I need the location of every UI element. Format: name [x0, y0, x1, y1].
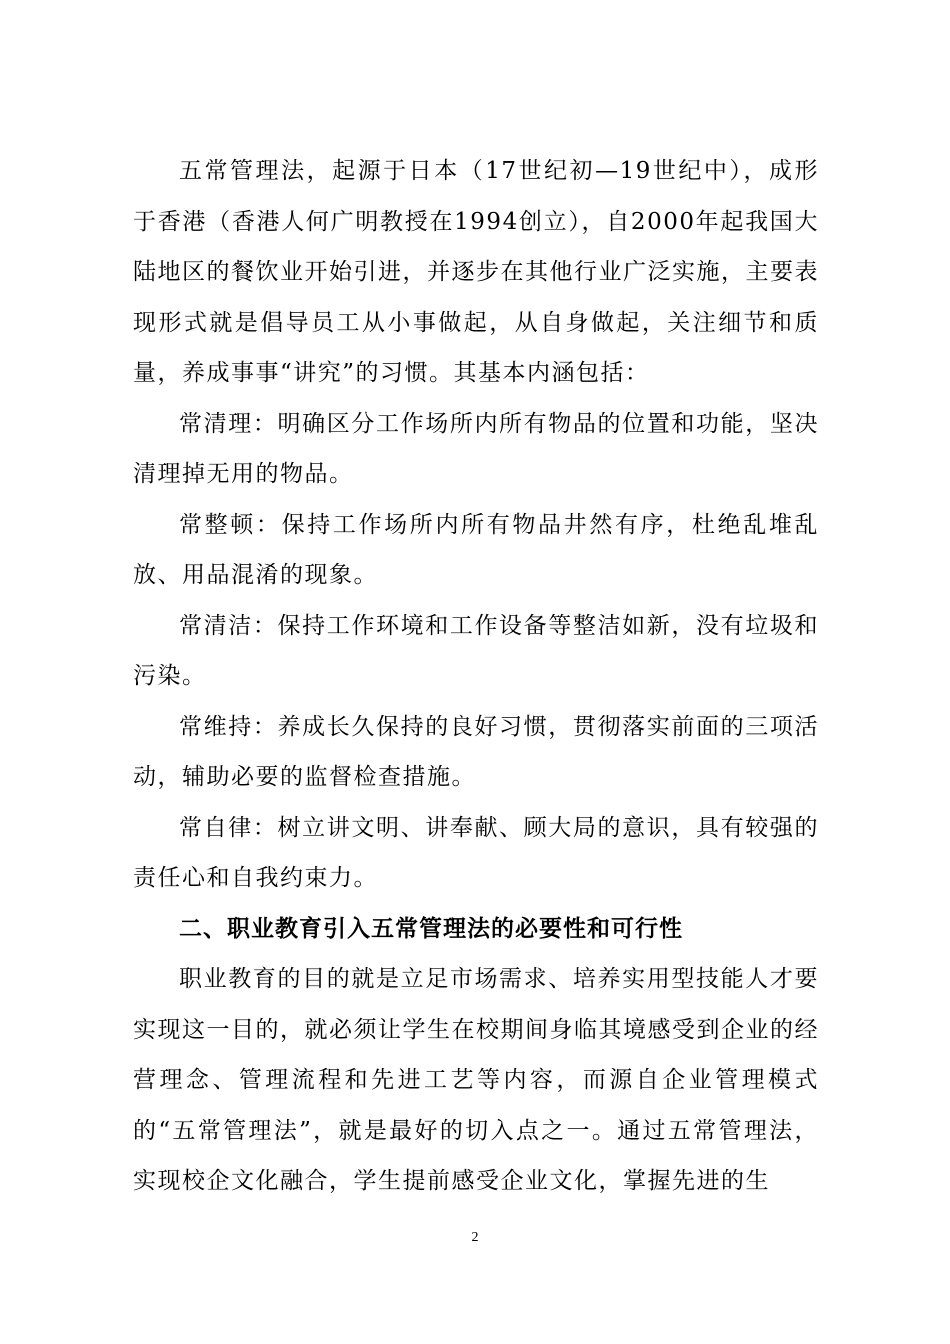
- paragraph-ordering: 常整顿：保持工作场所内所有物品井然有序，杜绝乱堆乱放、用品混淆的现象。: [133, 511, 819, 588]
- section-heading: 二、职业教育引入五常管理法的必要性和可行性: [179, 915, 683, 942]
- document-body: [133, 146, 819, 1207]
- paragraph-clearing: 常清理：明确区分工作场所内所有物品的位置和功能，坚决清理掉无用的物品。: [133, 410, 819, 487]
- paragraph-cleaning: 常清洁：保持工作环境和工作设备等整洁如新，没有垃圾和污染。: [133, 612, 819, 689]
- paragraph-intro: 五常管理法，起源于日本（17世纪初—19世纪中），成形于香港（香港人何广明教授在1994创立），自2000年起我国大陆地区的餐饮业开始引进，并逐步在其他行业广泛实施，主要表现形式就是倡导员工从小事做起，从自身做起，关注细节和质量，养成事事“讲究”的习惯。其基本内涵包括：: [133, 158, 819, 386]
- paragraph-maintaining: 常维持：养成长久保持的良好习惯，贯彻落实前面的三项活动，辅助必要的监督检查措施。: [133, 713, 819, 790]
- paragraph-self-discipline: 常自律：树立讲文明、讲奉献、顾大局的意识，具有较强的责任心和自我约束力。: [133, 814, 819, 891]
- paragraph-vocational-education: 职业教育的目的就是立足市场需求、培养实用型技能人才要实现这一目的，就必须让学生在校期间身临其境感受到企业的经营理念、管理流程和先进工艺等内容，而源自企业管理模式的“五常管理法”，就是最好的切入点之一。通过五常管理法，实现校企文化融合，学生提前感受企业文化，掌握先进的生: [133, 966, 819, 1194]
- page-number: 2: [471, 1230, 479, 1245]
